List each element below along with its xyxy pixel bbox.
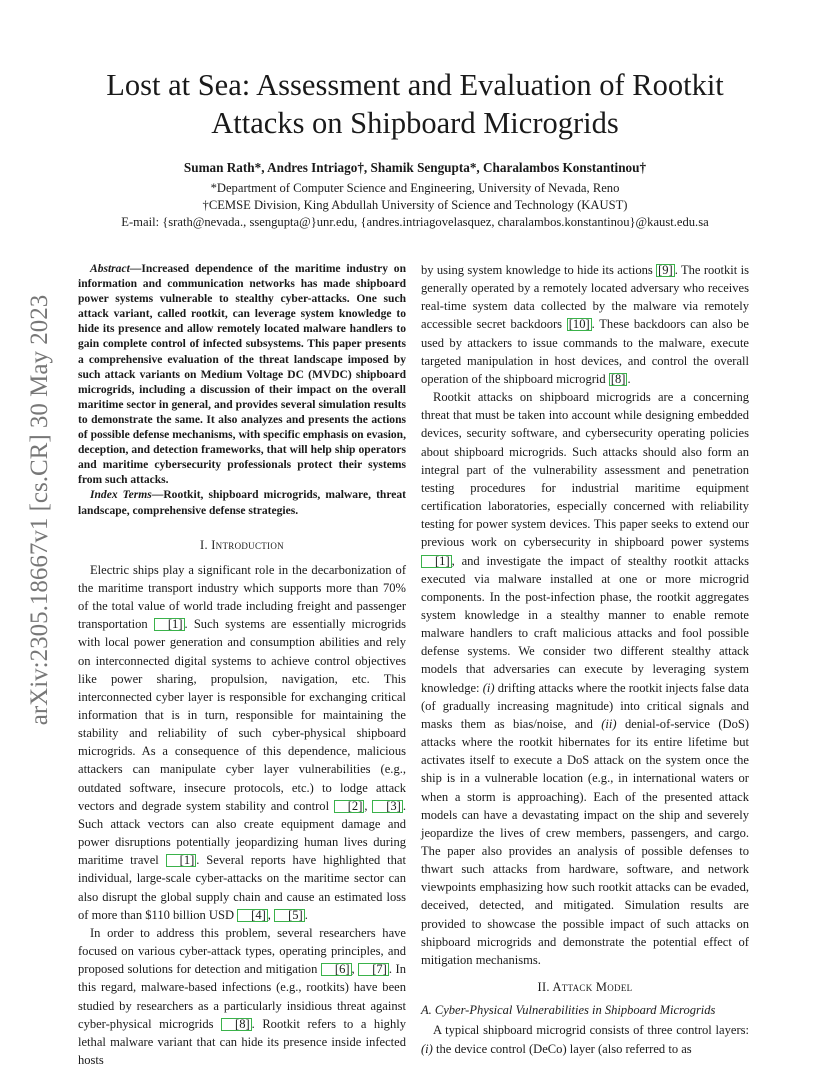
subsection-heading: A. Cyber-Physical Vulnerabilities in Shipboard Microgrids — [421, 1003, 716, 1018]
paper-title — [40, 66, 790, 142]
index-terms-text: —Rootkit, shipboard microgrids, malware, threat landscape, comprehensive defense strategies. — [78, 489, 406, 517]
italic-enum: (ii) — [601, 716, 617, 731]
italic-enum: (i) — [421, 1041, 433, 1056]
citation-link[interactable]: [1] — [166, 854, 197, 867]
citation-link[interactable]: [10] — [568, 317, 590, 332]
paragraph: In order to address this problem, several researchers have focused on various cyber-attack types, operating principles, and proposed solutions for detection and mitigation [6] , [7] . In this regard, malware-based infections (e.g., rootkits) have been studied by researchers as a particularly insidious threat against cyber-physical microgrids [8] . Rootkit refers to a highly lethal malware variant that can hide its presence inside infected hosts — [78, 925, 406, 1067]
section-heading-attack-model: II. Attack Model — [537, 980, 633, 995]
paragraph: Rootkit attacks on shipboard microgrids are a concerning threat that must be taken into account while designing embedded devices, security software, and cybersecurity operating policies about shipboard microgrids. Such attacks should also form an integral part of the vulnerability assessment and penetration testing procedures for industrial maritime equipment certification laboratories, especially concerned with reliability testing for power system devices. This paper seeks to extend our previous work on cybersecurity in shipboard power systems [1] , and investigate the impact of stealthy rootkit attacks executed via malware installed at one or more microgrid components. In the post-infection phase, the rootkit aggregates system knowledge in a stealthy manner to enable remote malware handlers to craft malicious attacks and fool possible defense systems. We consider two different stealthy attack models that adversaries can execute by leveraging system knowledge: (i) drifting attacks where the rootkit injects false data (of gradually increasing magnitude) into critical signals and masks them as bias/noise, and (ii) denial-of-service (DoS) attacks where the rootkit hibernates for its entire lifetime but activates itself to execute a DoS attack on the system once the ship is in a vulnerable location (e.g., in international waters or when a storm is approaching). Each of the presented attack models can have a devastating impact on the ship and severely jeopardize the lives of crew members, passengers, and cargo. The paper also provides an analysis of possible defenses to thwart such attacks from hardware, software, and network viewpoints emphasizing how such rootkit attacks can be evaded, deceived, detected, and mitigated. Simulation results are provided to showcase the possible impact of such attacks on shipboard microgrids and demonstrate the potential effect of mitigation mechanisms. — [421, 390, 749, 967]
paragraph: by using system knowledge to hide its actions [9] . The rootkit is generally operated by a remotely located adversary who receives real-time system data collected by the malware via remotely accessible secret backdoors [10] . These backdoors can also be used by attackers to issue commands to the malware, execute targeted manipulation in host devices, and control the overall operation of the shipboard microgrid [8] . — [421, 263, 749, 386]
authors: Suman Rath*, Andres Intriago†, Shamik Sengupta*, Charalambos Konstantinou† — [183, 160, 647, 175]
abstract-label: Abstract — [90, 263, 130, 275]
abstract-text: —Increased dependence of the maritime industry on information and communication networks has made shipboard power systems vulnerable to stealthy cyber-attacks. One such attack variant, called rootkit, can leverage system knowledge to hide its presence and allow remotely located malware handlers to gain complete control of infected subsystems. This paper presents a comprehensive evaluation of the threat landscape imposed by such attack variants on Medium Voltage DC (MVDC) shipboard microgrids, including a discussion of their impact on the overall maritime sector in general, and provides several simulation results to demonstrate the same. It also analyzes and presents the actions of possible defense mechanisms, with specific emphasis on evasion, deception, and detection frameworks, that will help ship operators and maritime cybersecurity professionals protect their systems from such attacks. — [78, 263, 406, 487]
citation-link[interactable]: [1] — [154, 618, 185, 631]
italic-enum: (i) — [482, 680, 495, 695]
citation-link[interactable]: [5] — [274, 909, 305, 922]
email-line: E-mail: {srath@nevada., ssengupta@}unr.edu, {andres.intriagovelasquez, charalambos.konstantinou}@kaust.edu.sa — [121, 215, 709, 229]
paragraph: Electric ships play a significant role in the decarbonization of the maritime transport industry which supports more than 70% of the total value of world trade including freight and passenger transportation [1] . Such systems are essentially microgrids with local power generation and consumption abilities and rely on interconnected digital systems to achieve control objectives like power sharing, propulsion, navigation, etc. This interconnected cyber layer is responsible for exchanging critical information that is in turn, responsible for maintaining the stability and reliability of such cyber-physical shipboard microgrids. As a consequence of this dependence, malicious attackers can manipulate cyber layer vulnerabilities (e.g., outdated software, insecure protocols, etc.) to lodge attack vectors and degrade system stability and control [2] , [3] . Such attack vectors can also create equipment damage and power disruptions potentially jeopardizing human lives during maritime travel [1] . Several reports have highlighted that individual, large-scale cyber-attacks on the maritime sector can also disrupt the global supply chain and cause an estimated loss of more than $110 billion USD [4] , [5] . — [78, 562, 406, 922]
citation-link[interactable]: [2] — [334, 800, 365, 813]
paragraph: A typical shipboard microgrid consists of three control layers: (i) the device control (DeCo) layer (also referred to as — [421, 1023, 749, 1056]
index-terms-label: Index Terms — [90, 489, 152, 502]
citation-link[interactable]: [4] — [237, 909, 268, 922]
right-body — [421, 261, 749, 969]
citation-link[interactable]: [1] — [421, 555, 452, 568]
arxiv-sidebar — [20, 270, 60, 750]
affiliation-2: †CEMSE Division, King Abdullah University of Science and Technology (KAUST) — [202, 198, 628, 212]
right-column — [421, 261, 749, 1058]
citation-link[interactable]: [8] — [610, 371, 626, 386]
affiliation-1: *Department of Computer Science and Engineering, University of Nevada, Reno — [210, 181, 620, 195]
citation-link[interactable]: [6] — [321, 963, 352, 976]
citation-link[interactable]: [9] — [658, 263, 673, 277]
citation-link[interactable]: [7] — [358, 963, 389, 976]
arxiv-id: arXiv:2305.18667v1 [cs.CR] 30 May 2023 — [26, 294, 53, 726]
left-column — [78, 262, 406, 1069]
left-body — [78, 561, 406, 1069]
citation-link[interactable]: [3] — [372, 800, 403, 813]
section-heading-introduction: I. Introduction — [200, 537, 284, 552]
abstract — [78, 262, 406, 519]
citation-link[interactable]: [8] — [221, 1018, 252, 1031]
title-line-1: Lost at Sea: Assessment and Evaluation of Rootkit — [106, 68, 724, 102]
title-line-2: Attacks on Shipboard Microgrids — [211, 106, 619, 140]
